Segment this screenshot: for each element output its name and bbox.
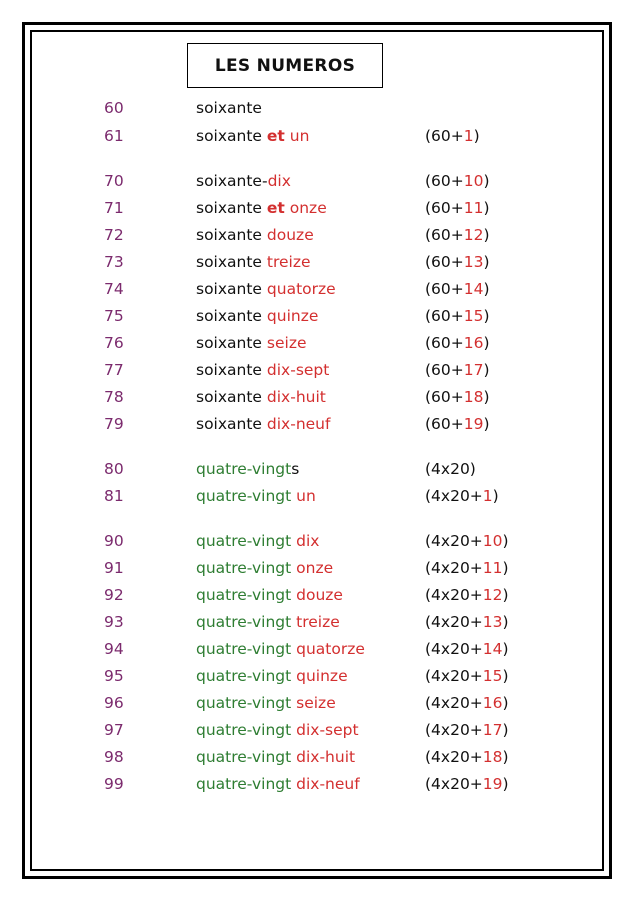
calc-segment: 18 (463, 388, 484, 406)
calc-segment: 17 (482, 721, 503, 739)
calc-segment: ) (483, 334, 490, 352)
calc-segment: ) (502, 667, 509, 685)
calc-segment: (60+ (425, 280, 464, 298)
word-segment: seize (296, 694, 336, 712)
word-segment: seize (266, 334, 307, 352)
calc-segment: ) (483, 388, 490, 406)
number-value: 71 (104, 199, 124, 217)
number-value: 96 (104, 694, 124, 712)
number-value: 92 (104, 586, 124, 604)
word-segment: un (284, 127, 310, 145)
calc-segment: (60+ (425, 415, 464, 433)
word-segment: onze (284, 199, 327, 217)
number-calculation (425, 610, 509, 634)
number-calculation (425, 223, 490, 247)
calc-segment: (60+ (425, 226, 464, 244)
calc-segment: (4x20+ (425, 721, 483, 739)
number-calculation (425, 691, 509, 715)
word-segment: quatorze (296, 640, 365, 658)
number-row (0, 169, 600, 193)
calc-segment: 19 (463, 415, 484, 433)
number-row (0, 745, 600, 769)
number-word (196, 358, 329, 382)
number-row (0, 124, 600, 148)
number-row (0, 385, 600, 409)
number-value: 91 (104, 559, 124, 577)
number-row (0, 304, 600, 328)
number-word (196, 529, 319, 553)
word-segment: dix-neuf (296, 775, 360, 793)
number-row (0, 718, 600, 742)
word-segment: soixante- (196, 172, 268, 190)
number-row (0, 457, 600, 481)
number-value: 95 (104, 667, 124, 685)
number-calculation (425, 412, 490, 436)
number-value: 75 (104, 307, 124, 325)
calc-segment: 15 (463, 307, 484, 325)
calc-segment: ) (502, 613, 509, 631)
number-value: 77 (104, 361, 124, 379)
word-segment: soixante (196, 388, 267, 406)
word-segment: quatre-vingt (196, 721, 297, 739)
number-value: 72 (104, 226, 124, 244)
number-value: 81 (104, 487, 124, 505)
word-segment: un (296, 487, 316, 505)
number-row (0, 637, 600, 661)
calc-segment: 15 (482, 667, 503, 685)
calc-segment: (4x20+ (425, 775, 483, 793)
calc-segment: (4x20) (425, 460, 476, 478)
calc-segment: 14 (482, 640, 503, 658)
number-calculation (425, 331, 490, 355)
word-segment: dix-huit (296, 748, 356, 766)
calc-segment: ) (502, 532, 509, 550)
number-word (196, 772, 360, 796)
number-value: 61 (104, 127, 124, 145)
calc-segment: 1 (463, 127, 474, 145)
number-calculation (425, 664, 509, 688)
calc-segment: (60+ (425, 199, 464, 217)
calc-segment: ) (473, 127, 480, 145)
number-value: 70 (104, 172, 124, 190)
number-word (196, 250, 311, 274)
calc-segment: 10 (482, 532, 503, 550)
number-calculation (425, 637, 509, 661)
number-calculation (425, 304, 490, 328)
number-row (0, 412, 600, 436)
calc-segment: 17 (463, 361, 484, 379)
number-word (196, 556, 333, 580)
word-segment: dix-neuf (266, 415, 331, 433)
calc-segment: 18 (482, 748, 503, 766)
word-segment: treize (296, 613, 340, 631)
word-segment: treize (266, 253, 311, 271)
word-segment: soixante (196, 253, 267, 271)
word-segment: dix-sept (266, 361, 330, 379)
number-value: 93 (104, 613, 124, 631)
number-row (0, 484, 600, 508)
word-segment: quatre-vingt (196, 640, 297, 658)
calc-segment: (60+ (425, 307, 464, 325)
number-row (0, 691, 600, 715)
number-row (0, 556, 600, 580)
number-row (0, 96, 600, 120)
number-calculation (425, 277, 490, 301)
number-word (196, 718, 359, 742)
calc-segment: (4x20+ (425, 613, 483, 631)
word-segment: soixante (196, 226, 267, 244)
calc-segment: ) (502, 694, 509, 712)
number-word (196, 304, 318, 328)
calc-segment: ) (492, 487, 499, 505)
number-calculation (425, 124, 480, 148)
number-calculation (425, 772, 509, 796)
calc-segment: (4x20+ (425, 487, 483, 505)
calc-segment: ) (483, 172, 490, 190)
calc-segment: 12 (463, 226, 484, 244)
calc-segment: 10 (463, 172, 484, 190)
calc-segment: 12 (482, 586, 503, 604)
word-segment: douze (266, 226, 314, 244)
calc-segment: ) (483, 415, 490, 433)
number-row (0, 358, 600, 382)
number-word (196, 331, 307, 355)
word-segment: soixante (196, 307, 267, 325)
number-row (0, 196, 600, 220)
word-segment: quatorze (266, 280, 336, 298)
calc-segment: ) (483, 199, 490, 217)
number-value: 97 (104, 721, 124, 739)
page-title: LES NUMEROS (187, 43, 383, 88)
number-word (196, 610, 340, 634)
number-value: 99 (104, 775, 124, 793)
calc-segment: (4x20+ (425, 640, 483, 658)
calc-segment: 19 (482, 775, 503, 793)
number-calculation (425, 385, 490, 409)
number-row (0, 583, 600, 607)
number-row (0, 277, 600, 301)
number-value: 74 (104, 280, 124, 298)
word-segment: quatre-vingt (196, 532, 297, 550)
number-value: 60 (104, 99, 124, 117)
word-segment: soixante (196, 415, 267, 433)
word-segment: onze (296, 559, 334, 577)
number-value: 90 (104, 532, 124, 550)
word-segment: quatre-vingt (196, 775, 297, 793)
number-word (196, 96, 262, 120)
word-segment: dix-sept (296, 721, 359, 739)
number-calculation (425, 196, 490, 220)
number-calculation (425, 169, 490, 193)
calc-segment: ) (483, 307, 490, 325)
word-segment: soixante (196, 199, 267, 217)
number-calculation (425, 556, 509, 580)
number-word (196, 664, 348, 688)
calc-segment: 16 (463, 334, 484, 352)
word-segment: quatre-vingt (196, 613, 297, 631)
number-value: 76 (104, 334, 124, 352)
calc-segment: 13 (482, 613, 503, 631)
calc-segment: ) (502, 721, 509, 739)
calc-segment: (60+ (425, 172, 464, 190)
calc-segment: (60+ (425, 361, 464, 379)
number-row (0, 331, 600, 355)
number-row (0, 223, 600, 247)
calc-segment: (60+ (425, 388, 464, 406)
word-segment: et (266, 199, 285, 217)
number-row (0, 529, 600, 553)
calc-segment: (4x20+ (425, 667, 483, 685)
number-word (196, 457, 299, 481)
number-value: 73 (104, 253, 124, 271)
number-word (196, 277, 336, 301)
word-segment: quatre-vingt (196, 559, 297, 577)
word-segment: quinze (266, 307, 319, 325)
calc-segment: (4x20+ (425, 559, 483, 577)
word-segment: soixante (196, 99, 262, 117)
word-segment: quatre-vingt (196, 586, 297, 604)
number-calculation (425, 457, 476, 481)
word-segment: quatre-vingt (196, 694, 297, 712)
number-word (196, 124, 309, 148)
number-word (196, 196, 327, 220)
calc-segment: (4x20+ (425, 748, 483, 766)
number-word (196, 412, 330, 436)
number-calculation (425, 745, 509, 769)
calc-segment: (60+ (425, 334, 464, 352)
number-calculation (425, 529, 509, 553)
number-value: 78 (104, 388, 124, 406)
calc-segment: (4x20+ (425, 694, 483, 712)
number-word (196, 637, 365, 661)
word-segment: soixante (196, 280, 267, 298)
number-word (196, 484, 316, 508)
calc-segment: ) (502, 640, 509, 658)
calc-segment: (60+ (425, 127, 464, 145)
calc-segment: 13 (463, 253, 484, 271)
word-segment: soixante (196, 361, 267, 379)
word-segment: quatre-vingt (196, 748, 297, 766)
word-segment: quatre-vingt (196, 460, 292, 478)
calc-segment: ) (502, 748, 509, 766)
calc-segment: 11 (482, 559, 503, 577)
number-word (196, 745, 355, 769)
number-calculation (425, 484, 499, 508)
number-calculation (425, 358, 490, 382)
word-segment: dix-huit (266, 388, 326, 406)
calc-segment: 11 (463, 199, 484, 217)
calc-segment: ) (483, 280, 490, 298)
calc-segment: 14 (463, 280, 484, 298)
number-word (196, 223, 314, 247)
number-word (196, 169, 291, 193)
number-row (0, 250, 600, 274)
calc-segment: ) (483, 253, 490, 271)
word-segment: quatre-vingt (196, 667, 297, 685)
word-segment: dix (267, 172, 291, 190)
number-value: 94 (104, 640, 124, 658)
calc-segment: ) (502, 775, 509, 793)
number-word (196, 583, 343, 607)
number-row (0, 772, 600, 796)
word-segment: douze (296, 586, 343, 604)
word-segment: et (266, 127, 285, 145)
number-calculation (425, 583, 509, 607)
calc-segment: (60+ (425, 253, 464, 271)
calc-segment: (4x20+ (425, 532, 483, 550)
word-segment: quinze (296, 667, 348, 685)
number-calculation (425, 250, 490, 274)
calc-segment: 1 (482, 487, 493, 505)
calc-segment: 16 (482, 694, 503, 712)
number-calculation (425, 718, 509, 742)
word-segment: soixante (196, 334, 267, 352)
number-value: 98 (104, 748, 124, 766)
word-segment: dix (296, 532, 320, 550)
calc-segment: (4x20+ (425, 586, 483, 604)
calc-segment: ) (502, 586, 509, 604)
number-row (0, 610, 600, 634)
number-word (196, 691, 336, 715)
word-segment: quatre-vingt (196, 487, 297, 505)
calc-segment: ) (483, 226, 490, 244)
calc-segment: ) (502, 559, 509, 577)
number-value: 80 (104, 460, 124, 478)
word-segment: s (291, 460, 300, 478)
number-row (0, 664, 600, 688)
word-segment: soixante (196, 127, 267, 145)
calc-segment: ) (483, 361, 490, 379)
number-value: 79 (104, 415, 124, 433)
number-word (196, 385, 326, 409)
